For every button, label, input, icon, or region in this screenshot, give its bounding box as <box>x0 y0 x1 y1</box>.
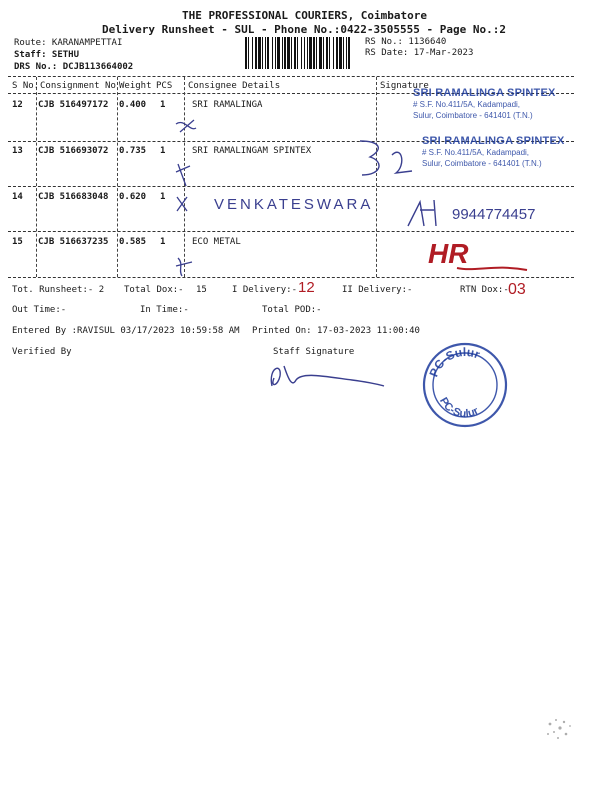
total-pod-label: Total POD:- <box>262 305 322 315</box>
handwritten-signature <box>170 110 270 160</box>
handwritten-signature <box>404 196 454 236</box>
in-time-label: In Time:- <box>140 305 189 315</box>
i-delivery-value: 12 <box>298 279 315 296</box>
row-pcs: 1 <box>160 100 166 110</box>
handwritten-phone: 9944774457 <box>452 206 536 223</box>
rtn-dox-label: RTN Dox:- <box>460 285 509 295</box>
row-weight: 0.585 <box>119 237 147 247</box>
row-consignment: CJB 516693072 <box>38 146 109 156</box>
row-rule <box>8 231 574 232</box>
row-consignment: CJB 516637235 <box>38 237 109 247</box>
handwritten-signature <box>356 135 426 185</box>
row-pcs: 1 <box>160 237 166 247</box>
stamp-company-name: SRI RAMALINGA SPINTEX <box>422 135 565 147</box>
printed-on: Printed On: 17-03-2023 11:00:40 <box>252 326 420 336</box>
col-header-sno: S No. <box>12 81 40 91</box>
row-weight: 0.620 <box>119 192 147 202</box>
col-header-signature: Signature <box>380 81 429 91</box>
row-pcs: 1 <box>160 146 166 156</box>
barcode <box>243 37 353 69</box>
out-time-label: Out Time:- <box>12 305 67 315</box>
total-runsheet: Tot. Runsheet:- 2 <box>12 285 105 295</box>
handwritten-signature <box>173 193 213 223</box>
stamp-address-line: Sulur, Coimbatore - 641401 (T.N.) <box>413 111 533 120</box>
row-rule <box>8 186 574 187</box>
handwritten-initials: HR <box>428 238 469 269</box>
seal-text-top: PC-Sulur <box>426 344 482 379</box>
i-delivery-label: I Delivery:- <box>232 285 298 295</box>
entered-by: Entered By :RAVISUL 03/17/2023 10:59:58 AM <box>12 326 240 336</box>
staff-signature-scribble <box>262 358 392 398</box>
staff-signature-label: Staff Signature <box>273 347 355 357</box>
seal-text-bottom: PC-Sulur <box>437 395 481 421</box>
scan-speckle <box>540 712 580 752</box>
rs-date: RS Date: 17-Mar-2023 <box>365 48 474 58</box>
handwritten-name: VENKATESWARA <box>214 196 374 213</box>
column-divider <box>36 77 37 277</box>
company-stamp <box>422 136 565 169</box>
stamp-address-line: Sulur, Coimbatore - 641401 (T.N.) <box>422 159 542 168</box>
row-consignment: CJB 516497172 <box>38 100 109 110</box>
company-title: THE PROFESSIONAL COURIERS, Coimbatore <box>182 9 428 22</box>
total-dox-value: 15 <box>196 285 207 295</box>
drs-number: DRS No.: DCJB113664002 <box>14 62 134 72</box>
row-consignment: CJB 516683048 <box>38 192 109 202</box>
total-dox-label: Total Dox:- <box>124 285 184 295</box>
pc-sulur-seal <box>420 340 510 430</box>
runsheet-subtitle: Delivery Runsheet - SUL - Phone No.:0422-3505555 - Page No.:2 <box>102 23 506 36</box>
staff-label: Staff: SETHU <box>14 50 80 60</box>
rtn-dox-value: 03 <box>508 281 526 298</box>
row-pcs: 1 <box>160 192 166 202</box>
row-weight: 0.400 <box>119 100 147 110</box>
row-weight: 0.735 <box>119 146 147 156</box>
stamp-address-line: # S.F. No.411/5A, Kadampadi, <box>422 148 530 157</box>
col-header-consignee: Consignee Details <box>188 81 281 91</box>
handwritten-signature <box>172 252 212 282</box>
table-top-rule <box>8 76 574 77</box>
col-header-weight: Weight <box>119 81 152 91</box>
row-consignee: ECO METAL <box>192 237 241 247</box>
row-sno: 15 <box>12 237 23 247</box>
route-label: Route: KARANAMPETTAI <box>14 38 123 48</box>
col-header-consignment: Consignment No <box>40 81 116 91</box>
stamp-company-name: SRI RAMALINGA SPINTEX <box>413 87 556 99</box>
row-sno: 14 <box>12 192 23 202</box>
company-stamp <box>413 88 556 121</box>
verified-by-label: Verified By <box>12 347 72 357</box>
rs-number: RS No.: 1136640 <box>365 37 447 47</box>
ii-delivery-label: II Delivery:- <box>342 285 413 295</box>
row-sno: 13 <box>12 146 23 156</box>
column-divider <box>117 77 118 277</box>
row-consignee: SRI RAMALINGAM SPINTEX <box>192 146 312 156</box>
handwritten-underline <box>455 258 535 278</box>
row-consignee: SRI RAMALINGA <box>192 100 263 110</box>
col-header-pcs: PCS <box>156 81 173 91</box>
stamp-address-line: # S.F. No.411/5A, Kadampadi, <box>413 100 521 109</box>
row-sno: 12 <box>12 100 23 110</box>
